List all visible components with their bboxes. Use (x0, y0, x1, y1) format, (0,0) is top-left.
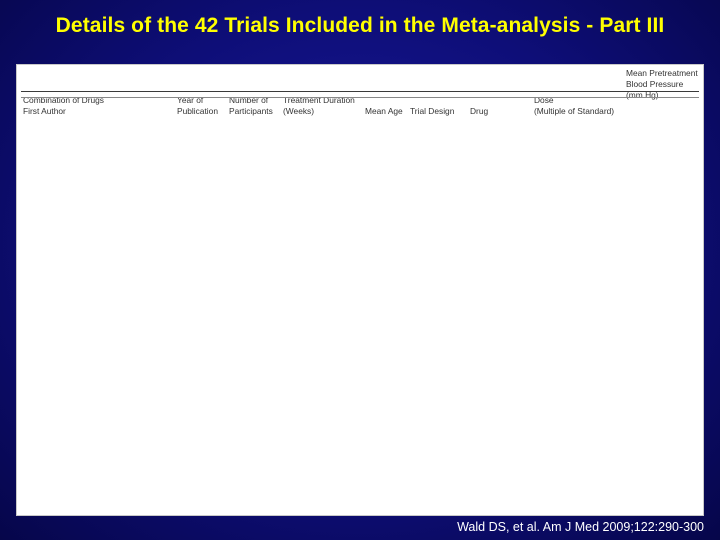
table-top-rule (21, 91, 699, 92)
col-header-bp-group: Mean Pretreatment (626, 68, 698, 78)
bp-group-rule (21, 97, 699, 98)
col-header-duration: Treatment Duration (283, 95, 355, 105)
col-header-participants: Number of (229, 95, 269, 105)
trials-table (16, 64, 704, 516)
col-header-bp-group: Blood Pressure (626, 78, 684, 89)
col-header-design: Trial Design (410, 105, 455, 116)
citation: Wald DS, et al. Am J Med 2009;122:290-300 (457, 520, 704, 534)
col-header-year: Year of (177, 95, 204, 105)
col-header-author: Combination of Drugs (23, 95, 104, 105)
col-header-participants: Participants (229, 105, 273, 116)
col-header-dose: Dose (534, 95, 554, 105)
col-header-bp-group: (mm Hg) (626, 89, 659, 100)
col-header-author: First Author (23, 105, 66, 116)
table-body (17, 65, 703, 515)
col-header-year: Publication (177, 105, 218, 116)
col-header-age: Mean Age (365, 105, 403, 116)
col-header-duration: (Weeks) (283, 105, 315, 116)
col-header-drug: Drug (470, 105, 489, 116)
slide-title: Details of the 42 Trials Included in the Meta-analysis - Part III (55, 14, 665, 37)
col-header-dose: (Multiple of Standard) (534, 105, 615, 116)
